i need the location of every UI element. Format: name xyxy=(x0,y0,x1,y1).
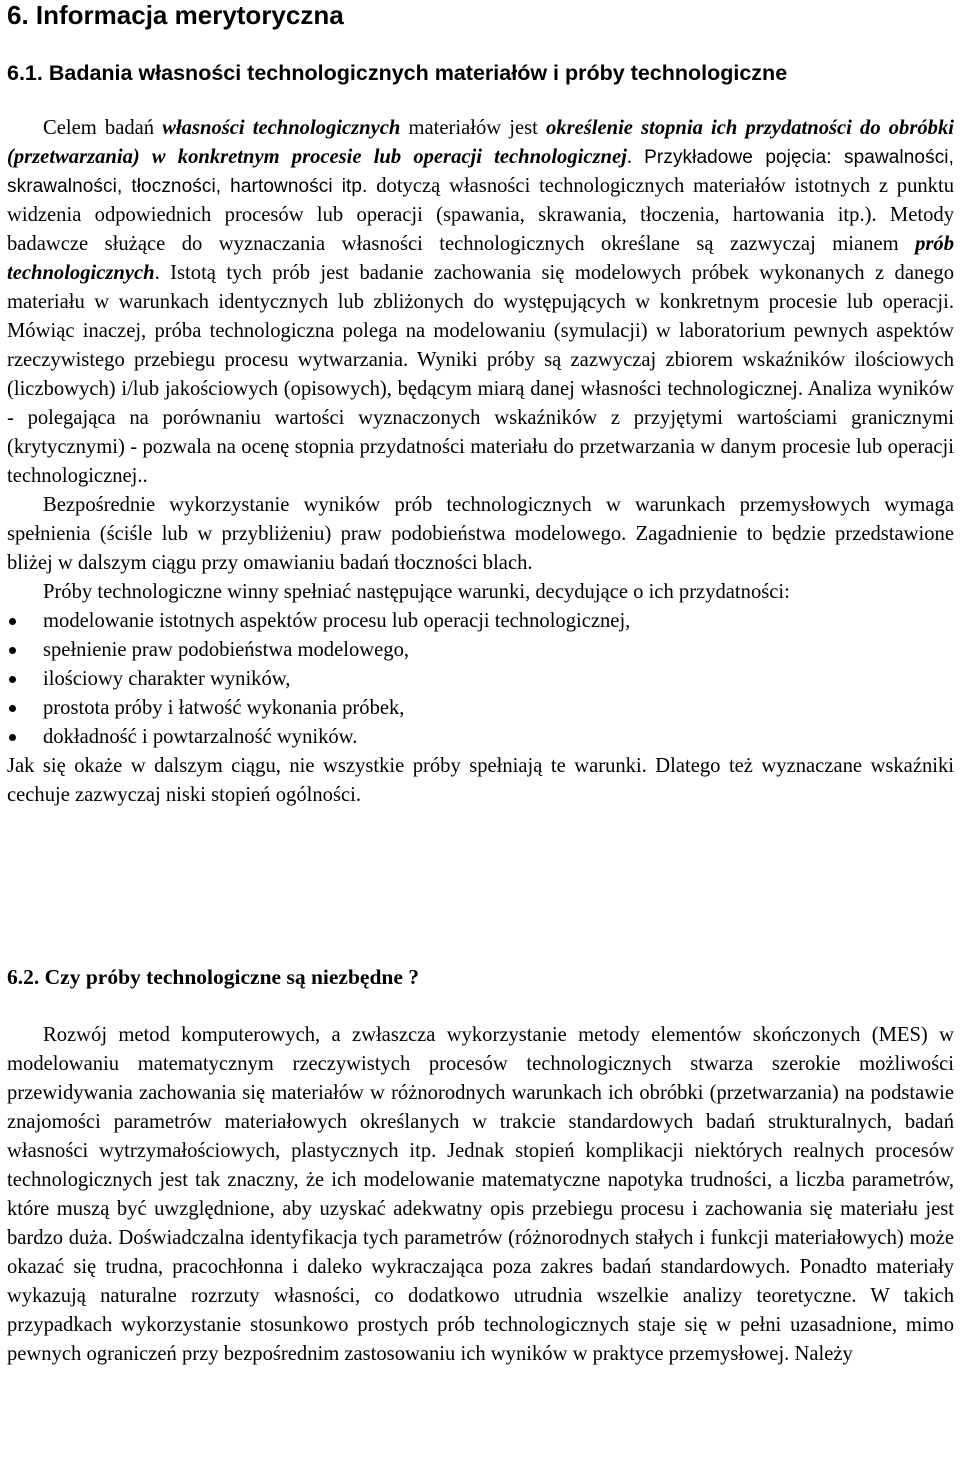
list-item-text: modelowanie istotnych aspektów procesu lub operacji technologicznej, xyxy=(43,610,631,632)
bullet-icon xyxy=(9,618,16,625)
paragraph-direct-use: Bezpośrednie wykorzystanie wyników prób technologicznych w warunkach przemysłowych wymaga spełnienia (ściśle lub w przybliżeniu) praw podobieństwa modelowego. Zagadnienie to będzie przedstawione bliżej w dalszym ciągu przy omawianiu badań tłoczności blach. xyxy=(7,494,954,574)
paragraph-conditions: Próby technologiczne winny spełniać następujące warunki, decydujące o ich przydatności: xyxy=(43,581,790,603)
text-run: materiałów jest xyxy=(400,117,546,139)
list-item-text: dokładność i powtarzalność wyników. xyxy=(43,726,358,748)
bullet-icon xyxy=(9,705,16,712)
section-6-2-body xyxy=(7,1021,954,1369)
chapter-heading: 6. Informacja merytoryczna xyxy=(7,0,344,30)
paragraph-closing: Jak się okaże w dalszym ciągu, nie wszystkie próby spełniają te warunki. Dlatego też wyznaczane wskaźniki cechuje zazwyczaj niski stopień ogólności. xyxy=(7,755,954,806)
bullet-icon xyxy=(9,676,16,683)
list-item xyxy=(7,607,954,636)
paragraph-intro xyxy=(7,114,954,491)
bullet-icon xyxy=(9,734,16,741)
section-heading-6-1: 6.1. Badania własności technologicznych materiałów i próby technologiczne xyxy=(7,61,788,85)
list-item-text: prostota próby i łatwość wykonania próbek, xyxy=(43,697,405,719)
example-concepts: Przykładowe pojęcia: spawalności, skrawalności, tłoczności, hartowności itp. xyxy=(7,147,954,197)
section-6-1-body xyxy=(7,114,954,810)
text-run: Celem badań xyxy=(43,117,163,139)
list-item-text: spełnienie praw podobieństwa modelowego, xyxy=(43,639,410,661)
bullet-icon xyxy=(9,647,16,654)
text-run: dotyczą własności technologicznych materiałów istotnych z punktu widzenia odpowiednich procesów lub operacji (spawania, skrawania, tłoczenia, hartowania itp.). Metody badawcze służące do wyznaczania własności technologicznych określane są zazwyczaj mianem xyxy=(7,175,954,255)
text-run: . Istotą tych prób jest badanie zachowania się modelowych próbek wykonanych z danego materiału w warunkach identycznych lub zbliżonych do występujących w konkretnym procesie lub operacji. Mówiąc inaczej, próba technologiczna polega na modelowaniu (symulacji) w laboratorium pewnych aspektów rzeczywistego przebiegu procesu wytwarzania. Wyniki próby są zazwyczaj zbiorem wskaźników ilościowych (liczbowych) i/lub jakościowych (opisowych), będącym miarą danej własności technologicznej. Analiza wyników - polegająca na porównaniu wartości wyznaczonych wskaźników z przyjętymi wartościami granicznymi (krytycznymi) - pozwala na ocenę stopnia przydatności materiału do przetwarzania w danym procesie lub operacji technologicznej.. xyxy=(7,262,954,487)
term-technological-tests: prób technologicznych xyxy=(7,233,954,284)
paragraph-computer-methods: Rozwój metod komputerowych, a zwłaszcza wykorzystanie metody elementów skończonych (MES) w modelowaniu matematycznym rzeczywistych procesów technologicznych stwarza szerokie możliwości przewidywania zachowania się materiałów w różnorodnych warunkach ich obróbki (przetwarzania) na podstawie znajomości parametrów materiałowych określanych w trakcie standardowych badań strukturalnych, badań własności wytrzymałościowych, plastycznych itp. Jednak stopień komplikacji niektórych realnych procesów technologicznych jest tak znaczny, że ich modelowanie matematyczne napotyka trudności, a liczba parametrów, które muszą być uwzględnione, aby uzyskać adekwatny opis przebiegu procesu i zachowania się materiału jest bardzo duża. Doświadczalna identyfikacja tych parametrów (różnorodnych stałych i funkcji materiałowych) może okazać się trudna, pracochłonna i daleko wykraczająca poza zakres badań standardowych. Ponadto materiały wykazują naturalne rozrzuty własności, co dodatkowo utrudnia wszelkie analizy teoretyczne. W takich przypadkach wykorzystanie stosunkowo prostych prób technologicznych staje się w pełni uzasadnione, mimo pewnych ograniczeń przy bezpośrednim zastosowaniu ich wyników w praktyce przemysłowej. Należy xyxy=(7,1024,954,1365)
term-technological-properties: własności technologicznych xyxy=(162,117,401,139)
conditions-list xyxy=(7,607,954,752)
definition-emphasis: określenie stopnia ich przydatności do obróbki (przetwarzania) w konkretnym procesie lub operacji technologicznej xyxy=(7,117,954,168)
text-run: . xyxy=(626,146,645,168)
list-item xyxy=(7,723,954,752)
list-item xyxy=(7,665,954,694)
list-item xyxy=(7,694,954,723)
list-item-text: ilościowy charakter wyników, xyxy=(43,668,291,690)
list-item xyxy=(7,636,954,665)
section-heading-6-2: 6.2. Czy próby technologiczne są niezbędne ? xyxy=(7,965,420,989)
